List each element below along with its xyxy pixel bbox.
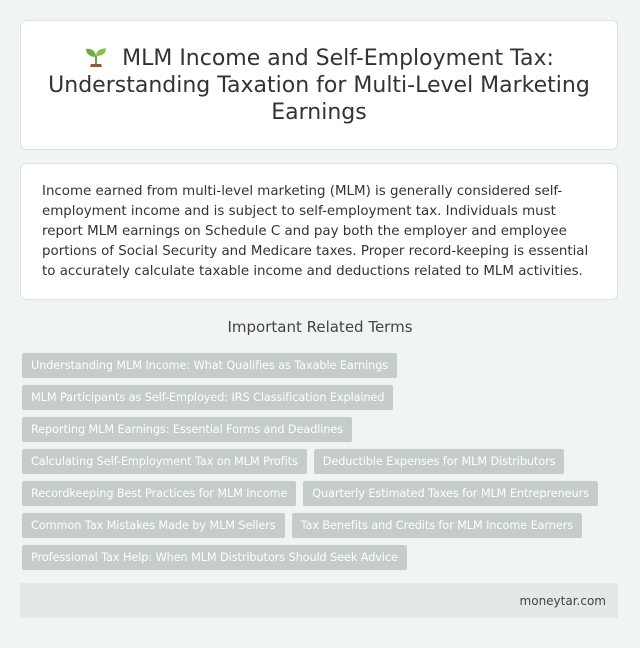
- page-title: [39, 45, 599, 126]
- related-term-tag[interactable]: Common Tax Mistakes Made by MLM Sellers: [22, 513, 285, 538]
- related-term-tag[interactable]: Quarterly Estimated Taxes for MLM Entrepreneurs: [303, 481, 598, 506]
- related-term-tag[interactable]: Deductible Expenses for MLM Distributors: [314, 449, 565, 474]
- related-terms-list: [22, 353, 622, 570]
- related-term-tag[interactable]: Reporting MLM Earnings: Essential Forms and Deadlines: [22, 417, 352, 442]
- related-term-tag[interactable]: Calculating Self-Employment Tax on MLM Profits: [22, 449, 307, 474]
- related-term-tag[interactable]: Tax Benefits and Credits for MLM Income Earners: [292, 513, 582, 538]
- related-term-tag[interactable]: Recordkeeping Best Practices for MLM Income: [22, 481, 296, 506]
- sprout-icon: [84, 45, 108, 69]
- footer: [20, 583, 618, 618]
- related-term-tag[interactable]: Understanding MLM Income: What Qualifies as Taxable Earnings: [22, 353, 397, 378]
- summary-card: [20, 163, 618, 300]
- related-term-tag[interactable]: Professional Tax Help: When MLM Distributors Should Seek Advice: [22, 545, 407, 570]
- title-card: [20, 20, 618, 150]
- related-term-tag[interactable]: MLM Participants as Self-Employed: IRS Classification Explained: [22, 385, 393, 410]
- summary-text: Income earned from multi-level marketing (MLM) is generally considered self-employment income and is subject to self-employment tax. Individuals must report MLM earnings on Schedule C and pay both the employer and employee portions of Social Security and Medicare taxes. Proper record-keeping is essential to accurately calculate taxable income and deductions related to MLM activities.: [42, 184, 589, 279]
- related-terms-heading: Important Related Terms: [227, 318, 413, 336]
- page-title-text: MLM Income and Self-Employment Tax: Understanding Taxation for Multi-Level Marketing Earnings: [48, 45, 590, 125]
- footer-site-link[interactable]: moneytar.com: [519, 593, 606, 608]
